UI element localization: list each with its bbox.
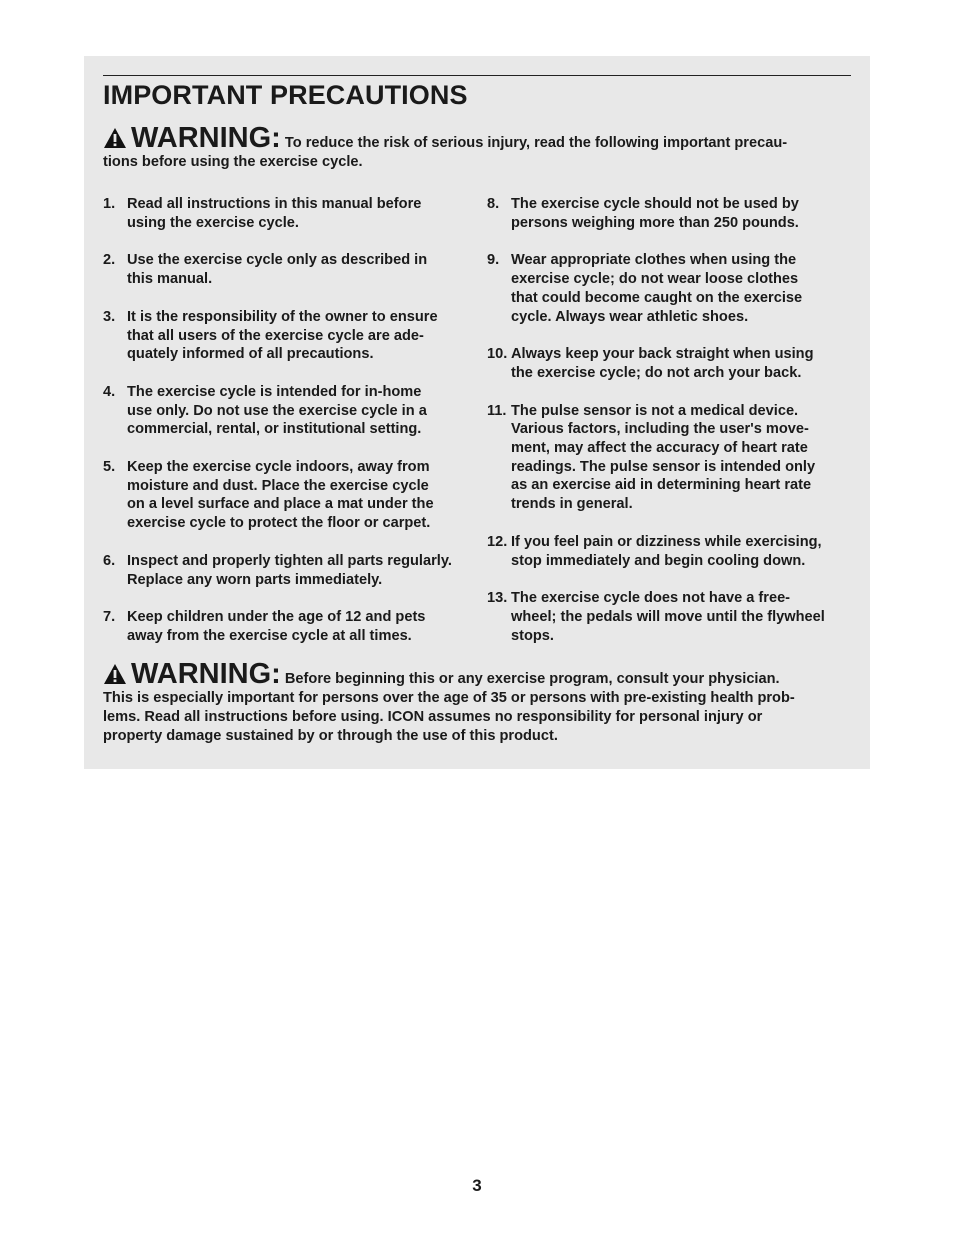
item-line: on a level surface and place a mat under the bbox=[127, 496, 434, 513]
item-line: Use the exercise cycle only as described in bbox=[127, 252, 428, 269]
warning-line: property damage sustained by or through the use of this product. bbox=[103, 728, 558, 744]
precaution-item bbox=[487, 402, 853, 514]
precaution-item bbox=[487, 345, 853, 382]
warning-line: This is especially important for persons over the age of 35 or persons with pre-existing health prob- bbox=[103, 690, 795, 706]
item-text bbox=[127, 195, 471, 232]
precaution-item bbox=[103, 308, 471, 364]
precaution-item bbox=[103, 608, 471, 645]
item-line: quately informed of all precautions. bbox=[127, 346, 374, 363]
item-number: 7. bbox=[103, 609, 116, 626]
item-number: 9. bbox=[487, 252, 500, 269]
item-text bbox=[511, 589, 853, 645]
item-number: 5. bbox=[103, 459, 116, 476]
warning-text: To reduce the risk of serious injury, read the following important precau- bbox=[284, 135, 788, 151]
item-line: Inspect and properly tighten all parts regularly. bbox=[127, 552, 452, 569]
precaution-item bbox=[487, 589, 853, 645]
precaution-item bbox=[103, 458, 471, 533]
item-line: Always keep your back straight when using bbox=[511, 346, 814, 363]
item-number: 2. bbox=[103, 252, 116, 269]
warning-text: Before beginning this or any exercise program, consult your physician. bbox=[284, 671, 780, 687]
item-number: 10. bbox=[487, 346, 508, 363]
item-text bbox=[511, 251, 853, 326]
item-line: this manual. bbox=[127, 271, 213, 288]
item-line: the exercise cycle; do not arch your back. bbox=[511, 364, 802, 381]
item-line: commercial, rental, or institutional setting. bbox=[127, 421, 422, 438]
item-number: 1. bbox=[103, 196, 116, 212]
item-line: Various factors, including the user's move- bbox=[511, 421, 809, 438]
item-text bbox=[127, 251, 471, 288]
item-line: The pulse sensor is not a medical device. bbox=[511, 402, 799, 419]
item-line: Keep the exercise cycle indoors, away from bbox=[127, 459, 430, 476]
item-line: exercise cycle; do not wear loose clothes bbox=[511, 271, 799, 288]
item-line: Keep children under the age of 12 and pets bbox=[127, 609, 426, 626]
warning-triangle-icon bbox=[103, 127, 127, 149]
item-line: stop immediately and begin cooling down. bbox=[511, 552, 806, 569]
item-line: trends in general. bbox=[511, 496, 633, 513]
item-text bbox=[511, 402, 853, 514]
item-text bbox=[511, 345, 853, 382]
warning-bottom bbox=[103, 660, 855, 746]
warning-line: lems. Read all instructions before using. ICON assumes no responsibility for personal injury or bbox=[103, 709, 763, 725]
item-line: that could become caught on the exercise bbox=[511, 289, 803, 306]
precaution-item bbox=[487, 251, 853, 326]
item-line: cycle. Always wear athletic shoes. bbox=[511, 308, 749, 325]
item-text bbox=[511, 533, 853, 570]
item-number: 6. bbox=[103, 552, 116, 569]
item-text bbox=[127, 383, 471, 439]
item-text bbox=[127, 308, 471, 364]
item-line: moisture and dust. Place the exercise cycle bbox=[127, 477, 429, 494]
item-line: Wear appropriate clothes when using the bbox=[511, 252, 797, 269]
item-line: as an exercise aid in determining heart rate bbox=[511, 477, 812, 494]
item-line: wheel; the pedals will move until the flywheel bbox=[511, 608, 825, 625]
item-line: persons weighing more than 250 pounds. bbox=[511, 214, 799, 231]
item-number: 3. bbox=[103, 308, 116, 325]
precaution-item bbox=[487, 195, 853, 232]
item-line: If you feel pain or dizziness while exercising, bbox=[511, 533, 822, 550]
item-line: stops. bbox=[511, 627, 554, 644]
precaution-item bbox=[103, 195, 471, 232]
item-line: readings. The pulse sensor is intended only bbox=[511, 458, 816, 475]
warning-text-cont: tions before using the exercise cycle. bbox=[103, 154, 363, 170]
warning-triangle-icon bbox=[103, 663, 127, 685]
item-line: The exercise cycle is intended for in-home bbox=[127, 383, 422, 400]
item-line: The exercise cycle does not have a free- bbox=[511, 590, 791, 607]
precautions-list-right bbox=[487, 195, 853, 645]
item-number: 4. bbox=[103, 383, 116, 400]
item-line: Replace any worn parts immediately. bbox=[127, 571, 383, 588]
precaution-item bbox=[103, 251, 471, 288]
item-line: Read all instructions in this manual before bbox=[127, 196, 422, 212]
item-line: exercise cycle to protect the floor or carpet. bbox=[127, 515, 431, 532]
item-line: It is the responsibility of the owner to ensure bbox=[127, 308, 438, 325]
precautions-list-left bbox=[103, 195, 471, 646]
precaution-item bbox=[103, 552, 471, 589]
item-number: 13. bbox=[487, 590, 508, 607]
item-line: away from the exercise cycle at all times. bbox=[127, 627, 412, 644]
item-line: ment, may affect the accuracy of heart rate bbox=[511, 440, 808, 457]
item-text bbox=[127, 552, 471, 589]
item-text bbox=[127, 458, 471, 533]
precaution-item bbox=[487, 533, 853, 570]
warning-label: WARNING: bbox=[131, 658, 281, 690]
page-number: 3 bbox=[472, 1176, 482, 1195]
warning-label: WARNING: bbox=[131, 122, 281, 154]
precaution-item bbox=[103, 383, 471, 439]
item-number: 11. bbox=[487, 402, 507, 419]
item-line: The exercise cycle should not be used by bbox=[511, 196, 799, 212]
item-line: using the exercise cycle. bbox=[127, 214, 299, 231]
item-text bbox=[511, 195, 853, 232]
warning-top bbox=[103, 124, 855, 172]
precautions-panel bbox=[84, 56, 870, 769]
item-number: 8. bbox=[487, 196, 500, 212]
page-title: IMPORTANT PRECAUTIONS bbox=[103, 80, 468, 110]
item-line: use only. Do not use the exercise cycle in a bbox=[127, 402, 427, 419]
title-rule bbox=[103, 75, 851, 76]
item-text bbox=[127, 608, 471, 645]
item-line: that all users of the exercise cycle are ade- bbox=[127, 327, 424, 344]
item-number: 12. bbox=[487, 533, 508, 550]
